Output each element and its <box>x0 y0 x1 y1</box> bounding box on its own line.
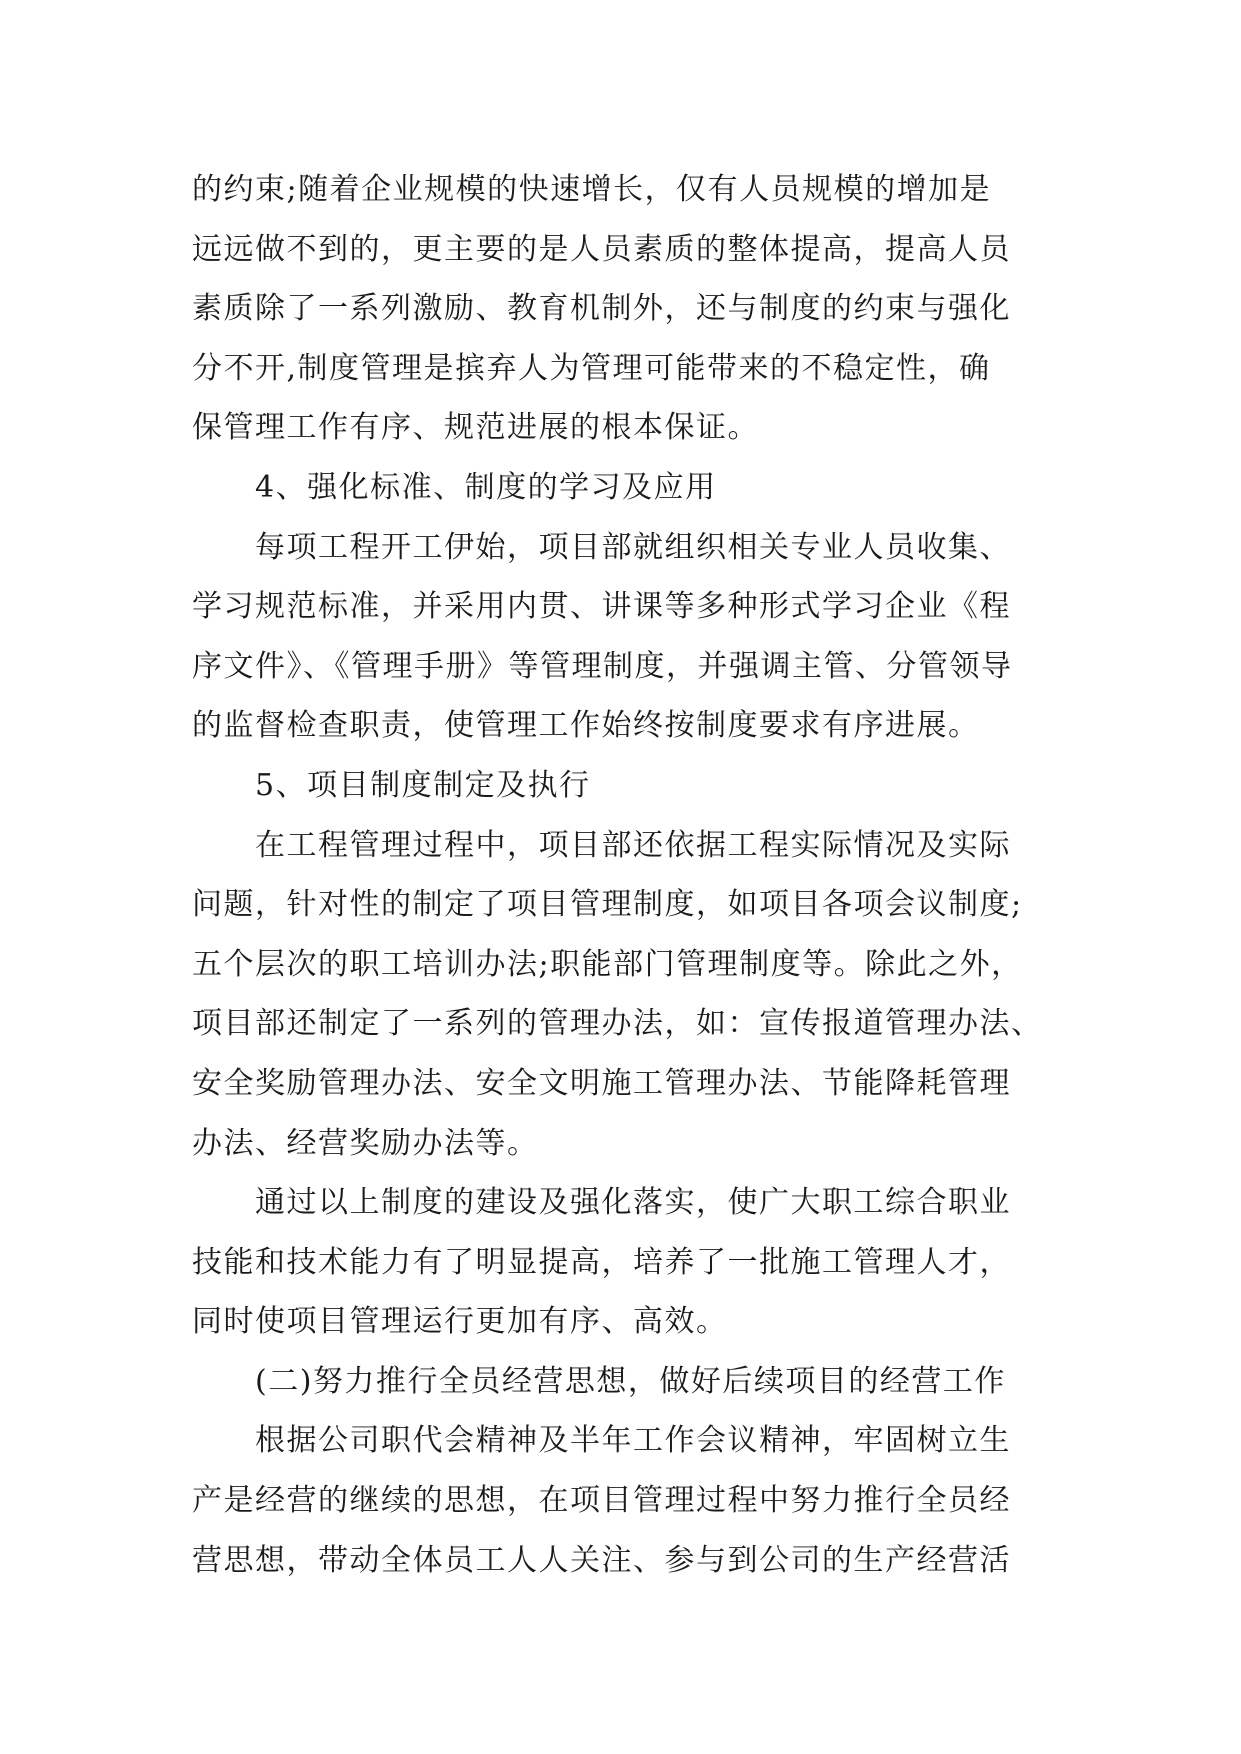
text-line: 在工程管理过程中，项目部还依据工程实际情况及实际 <box>255 827 1011 863</box>
text-line: 的监督检查职责，使管理工作始终按制度要求有序进展。 <box>192 708 980 744</box>
document-body <box>192 160 1052 1590</box>
text-line: 同时使项目管理运行更加有序、高效。 <box>192 1304 728 1340</box>
text-line: 远远做不到的，更主要的是人员素质的整体提高，提高人员 <box>192 231 1011 267</box>
section-heading: 4、强化标准、制度的学习及应用 <box>255 469 717 505</box>
text-line: 学习规范标准，并采用内贯、讲课等多种形式学习企业《程 <box>192 589 1011 625</box>
text-line: 序文件》、《管理手册》等管理制度，并强调主管、分管领导 <box>192 648 1013 684</box>
text-line: 问题，针对性的制定了项目管理制度，如项目各项会议制度; <box>192 887 1023 923</box>
text-line: 五个层次的职工培训办法;职能部门管理制度等。除此之外， <box>192 946 1023 982</box>
text-line: 根据公司职代会精神及半年工作会议精神，牢固树立生 <box>255 1423 1011 1459</box>
text-line: 安全奖励管理办法、安全文明施工管理办法、节能降耗管理 <box>192 1065 1011 1101</box>
text-line: 的约束;随着企业规模的快速增长，仅有人员规模的增加是 <box>192 172 992 207</box>
text-line: 分不开,制度管理是摈弃人为管理可能带来的不稳定性，确 <box>192 350 991 386</box>
section-heading: 5、项目制度制定及执行 <box>255 767 591 803</box>
text-line: 产是经营的继续的思想，在项目管理过程中努力推行全员经 <box>192 1483 1011 1519</box>
section-heading: (二)努力推行全员经营思想，做好后续项目的经营工作 <box>255 1363 1006 1399</box>
text-line: 通过以上制度的建设及强化落实，使广大职工综合职业 <box>255 1185 1011 1221</box>
text-line: 营思想，带动全体员工人人关注、参与到公司的生产经营活 <box>192 1542 1011 1578</box>
text-line: 技能和技术能力有了明显提高，培养了一批施工管理人才， <box>192 1244 1011 1280</box>
text-line: 每项工程开工伊始，项目部就组织相关专业人员收集、 <box>255 529 1011 565</box>
text-line: 保管理工作有序、规范进展的根本保证。 <box>192 410 759 446</box>
text-line: 办法、经营奖励办法等。 <box>192 1125 539 1161</box>
text-line: 项目部还制定了一系列的管理办法，如：宣传报道管理办法、 <box>192 1006 1043 1042</box>
text-line: 素质除了一系列激励、教育机制外，还与制度的约束与强化 <box>192 291 1011 327</box>
